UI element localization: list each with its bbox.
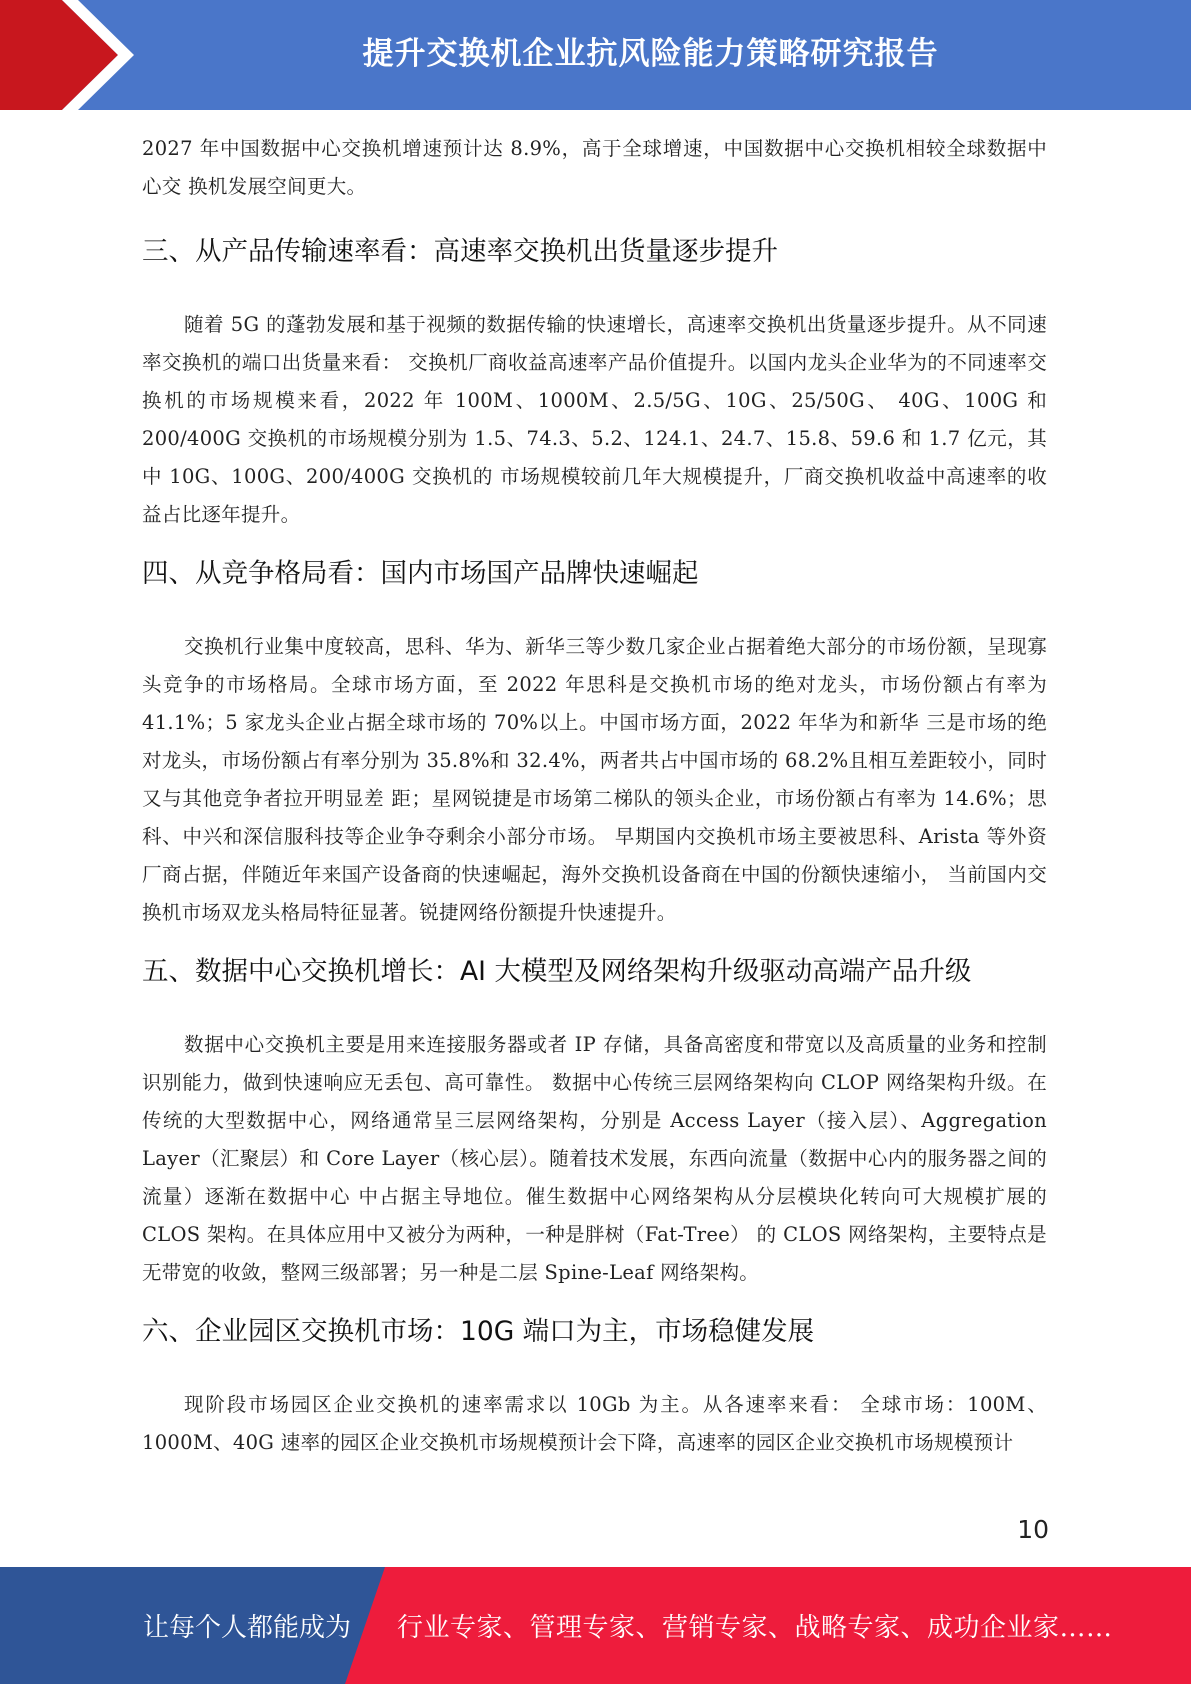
section-title-5: 五、数据中心交换机增长：AI 大模型及网络架构升级驱动高端产品升级 — [142, 956, 972, 987]
footer-slogan-right: 行业专家、管理专家、营销专家、战略专家、成功企业家…… — [397, 1613, 1113, 1643]
section-title-3: 三、从产品传输速率看：高速率交换机出货量逐步提升 — [142, 236, 778, 267]
report-title: 提升交换机企业抗风险能力策略研究报告 — [362, 35, 939, 72]
page-number: 10 — [1017, 1515, 1049, 1544]
header-arrow-shape — [0, 0, 160, 110]
section-body-4: 交换机行业集中度较高，思科、华为、新华三等少数几家企业占据着绝大部分的市场份额，呈现寡头竞争的市场格局。全球市场方面，至 2022 年思科是交换机市场的绝对龙头，市场份额占有率为 41.1%；5 家龙头企业占据全球市场的 70%以上。中国市场方面，2022 年华为和新华 三是市场的绝对龙头，市场份额占有率分别为 35.8%和 32.4%，两者共占中国市场的 68.2%且相互差距较小，同时又与其他竞争者拉开明显差 距；星网锐捷是市场第二梯队的领头企业，市场份额占有率为 14.6%；思科、中兴和深信服科技等企业争夺剩余小部分市场。 早期国内交换机市场主要被思科、Arista 等外资厂商占据，伴随近年来国产设备商的快速崛起，海外交换机设备商在中国的份额快速缩小， 当前国内交换机市场双龙头格局特征显著。锐捷网络份额提升快速提升。 — [142, 635, 1047, 924]
footer-slogan-left: 让每个人都能成为 — [143, 1613, 352, 1643]
page-content — [142, 130, 1047, 1462]
section-body-5: 数据中心交换机主要是用来连接服务器或者 IP 存储，具备高密度和带宽以及高质量的业务和控制识别能力，做到快速响应无丢包、高可靠性。 数据中心传统三层网络架构向 CLOP 网络架构升级。在传统的大型数据中心，网络通常呈三层网络架构，分别是 Access Layer（接入层）、Aggregation Layer（汇聚层）和 Core Layer（核心层）。随着技术发展，东西向流量（数据中心内的服务器之间的流量）逐渐在数据中心 中占据主导地位。催生数据中心网络架构从分层模块化转向可大规模扩展的 CLOS 架构。在具体应用中又被分为两种，一种是胖树（Fat-Tree） 的 CLOS 网络架构，主要特点是无带宽的收敛，整网三级部署；另一种是二层 Spine-Leaf 网络架构。 — [142, 1033, 1047, 1284]
intro-paragraph: 2027 年中国数据中心交换机增速预计达 8.9%，高于全球增速，中国数据中心交换机相较全球数据中心交 换机发展空间更大。 — [142, 137, 1047, 198]
section-title-6: 六、企业园区交换机市场：10G 端口为主，市场稳健发展 — [142, 1316, 815, 1347]
page-footer — [0, 1567, 1191, 1684]
page-header — [0, 0, 1191, 110]
section-body-3: 随着 5G 的蓬勃发展和基于视频的数据传输的快速增长，高速率交换机出货量逐步提升。从不同速率交换机的端口出货量来看： 交换机厂商收益高速率产品价值提升。以国内龙头企业华为的不同速率交换机的市场规模来看，2022 年 100M、1000M、2.5/5G、10G、25/50G、 40G、100G 和200/400G 交换机的市场规模分别为 1.5、74.3、5.2、124.1、24.7、15.8、59.6 和 1.7 亿元，其中 10G、100G、200/400G 交换机的 市场规模较前几年大规模提升，厂商交换机收益中高速率的收益占比逐年提升。 — [142, 313, 1047, 526]
section-title-4: 四、从竞争格局看：国内市场国产品牌快速崛起 — [142, 558, 699, 589]
section-body-6: 现阶段市场园区企业交换机的速率需求以 10Gb 为主。从各速率来看： 全球市场：100M、1000M、40G 速率的园区企业交换机市场规模预计会下降，高速率的园区企业交换机市场规模预计 — [142, 1393, 1047, 1454]
